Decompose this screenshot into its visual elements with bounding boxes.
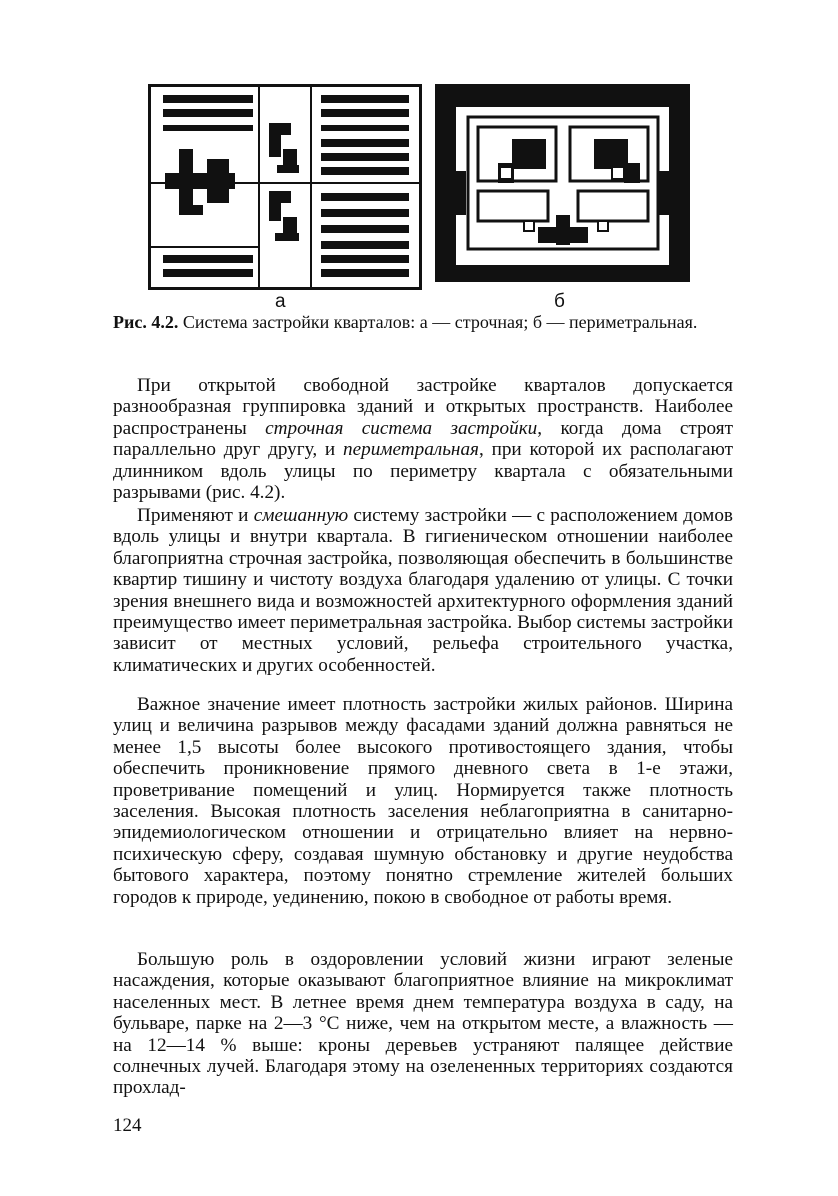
row-layout-diagram bbox=[148, 84, 422, 290]
row-layout-drawing bbox=[151, 87, 419, 287]
figure-label-a: а bbox=[275, 291, 286, 312]
paragraph-text: Важное значение имеет плотность застройки жилых районов. Ширина улиц и величина разрывов между фасадами зданий должна равняться не менее 1,5 высоты более высокого противостоящего здания, чтобы обеспечить проникновение прямого дневного света в 1-е этажи, проветривание помещений и улиц. Нормируется также плотность заселения. Высокая плотность заселения неблагоприятна в санитарно-эпидемиологическом отношении и отрицательно влияет на нервно-психическую сферу, создавая шумную обстановку и другие неудобства бытового характера, поэтому понятно стремление жителей больших городов к природе, уединению, покою в свободное от работы время. bbox=[113, 694, 733, 908]
paragraph-text: Большую роль в оздоровлении условий жизни играют зеленые насаждения, которые оказывают благоприятное влияние на микроклимат населенных мест. В летнее время днем температура воздуха в саду, на бульваре, парке на 2—3 °С ниже, чем на открытом месте, а влажность — на 12—14 % выше: кроны деревьев устраняют палящее действие солнечных лучей. Благодаря этому на озелененных территориях создаются прохлад- bbox=[113, 949, 733, 1099]
caption-label: Рис. 4.2. bbox=[113, 312, 179, 332]
paragraph-4 bbox=[113, 949, 733, 1099]
perimeter-layout-diagram bbox=[435, 84, 690, 282]
figure-4-2 bbox=[148, 84, 698, 294]
term-row-system: строчная система застройки bbox=[265, 417, 538, 439]
paragraph-3 bbox=[113, 694, 733, 908]
page-number: 124 bbox=[113, 1115, 142, 1136]
figure-label-b: б bbox=[554, 291, 565, 312]
caption-text: Система застройки кварталов: а — строчная; б — периметральная. bbox=[182, 312, 698, 332]
paragraph-text: При открытой свободной застройке кварталов допускается разнообразная группировка зданий и открытых пространств. Наиболее распространены bbox=[113, 375, 733, 439]
paragraph-text: , при которой их располагают длинником вдоль улицы по периметру квартала с обязательными разрывами (рис. 4.2). bbox=[113, 439, 733, 504]
paragraph-text: Применяют и bbox=[137, 505, 254, 526]
perimeter-layout-drawing bbox=[438, 87, 687, 279]
figure-caption bbox=[113, 312, 733, 332]
paragraph-text: систему застройки — с расположением домов вдоль улицы и внутри квартала. В гигиеническом отношении наиболее благоприятна строчная застройка, позволяющая обеспечить в большинстве квартир тишину и чистоту воздуха благодаря удалению от улицы. С точки зрения внешнего вида и возможностей архитектурного оформления зданий преимущество имеет периметральная застройка. Выбор системы застройки зависит от местных условий, рельефа строительного участка, климатических и других особенностей. bbox=[113, 505, 733, 676]
paragraph-2 bbox=[113, 505, 733, 676]
term-mixed: смешанную bbox=[253, 505, 349, 526]
term-perimeter: периметральная bbox=[342, 439, 479, 461]
paragraph-text: , когда дома строят параллельно друг другу, и bbox=[113, 417, 733, 461]
paragraph-1 bbox=[113, 375, 733, 503]
